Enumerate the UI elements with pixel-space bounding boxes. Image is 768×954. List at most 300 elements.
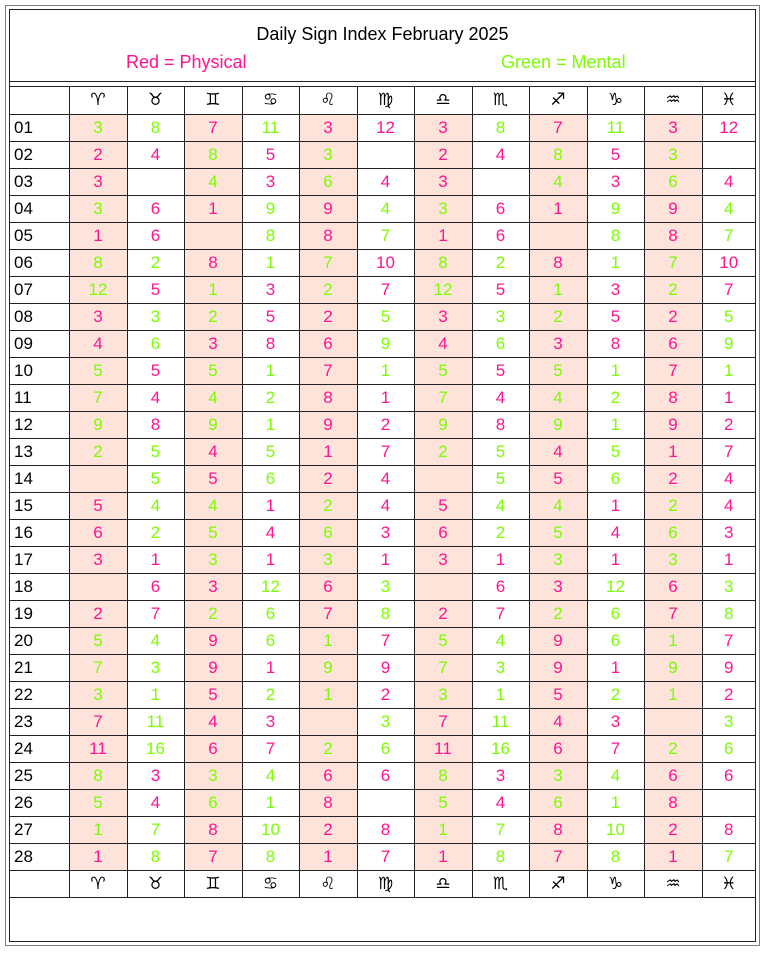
sign-header-cell: ♐ [529, 870, 587, 897]
index-cell: 6 [587, 600, 644, 627]
day-label: 14 [10, 465, 69, 492]
index-cell: 1 [242, 492, 299, 519]
index-cell: 3 [69, 168, 127, 195]
index-cell: 8 [529, 249, 587, 276]
index-cell: 3 [644, 114, 702, 141]
index-cell: 2 [702, 681, 755, 708]
day-label: 05 [10, 222, 69, 249]
index-cell: 8 [529, 816, 587, 843]
index-cell: 6 [472, 195, 529, 222]
index-cell: 4 [184, 384, 242, 411]
table-row [10, 519, 755, 546]
index-cell: 7 [472, 600, 529, 627]
index-cell: 5 [127, 357, 184, 384]
index-cell: 6 [414, 519, 472, 546]
index-cell: 3 [69, 546, 127, 573]
day-label: 03 [10, 168, 69, 195]
index-cell: 9 [357, 654, 414, 681]
index-cell: 1 [69, 222, 127, 249]
day-label: 28 [10, 843, 69, 870]
index-cell: 4 [472, 492, 529, 519]
index-cell: 3 [299, 114, 357, 141]
index-cell: 3 [242, 168, 299, 195]
index-cell: 7 [702, 222, 755, 249]
index-cell: 2 [644, 492, 702, 519]
index-cell: 6 [587, 465, 644, 492]
index-cell: 2 [472, 249, 529, 276]
index-cell: 1 [587, 492, 644, 519]
index-cell: 4 [69, 330, 127, 357]
index-cell: 1 [184, 276, 242, 303]
index-cell: 3 [644, 546, 702, 573]
index-cell: 3 [69, 303, 127, 330]
index-cell: 4 [127, 627, 184, 654]
index-cell: 2 [414, 141, 472, 168]
day-label: 11 [10, 384, 69, 411]
index-cell: 12 [587, 573, 644, 600]
table-row [10, 114, 755, 141]
sign-header-cell: ♎ [414, 870, 472, 897]
index-cell: 6 [127, 222, 184, 249]
index-cell: 6 [184, 789, 242, 816]
index-cell: 4 [529, 384, 587, 411]
index-cell: 3 [184, 573, 242, 600]
index-cell [299, 708, 357, 735]
sign-header-cell: ♍ [357, 870, 414, 897]
index-cell: 9 [242, 195, 299, 222]
index-cell: 5 [184, 519, 242, 546]
index-cell: 5 [472, 357, 529, 384]
index-cell: 7 [184, 843, 242, 870]
index-cell: 1 [299, 627, 357, 654]
day-label: 27 [10, 816, 69, 843]
index-cell: 4 [529, 492, 587, 519]
day-label: 16 [10, 519, 69, 546]
index-cell: 8 [357, 600, 414, 627]
index-cell: 3 [414, 195, 472, 222]
index-cell: 4 [184, 492, 242, 519]
index-cell: 4 [127, 141, 184, 168]
index-cell: 4 [357, 195, 414, 222]
index-cell [529, 222, 587, 249]
index-cell: 7 [357, 222, 414, 249]
sign-header-cell: ♉ [127, 87, 184, 114]
day-label: 10 [10, 357, 69, 384]
index-cell: 8 [69, 249, 127, 276]
index-cell: 4 [472, 384, 529, 411]
index-cell: 1 [587, 411, 644, 438]
index-cell: 8 [587, 330, 644, 357]
index-cell: 7 [357, 627, 414, 654]
sign-header-cell: ♈ [69, 87, 127, 114]
index-cell: 2 [299, 303, 357, 330]
index-cell: 2 [299, 276, 357, 303]
index-cell: 2 [127, 249, 184, 276]
index-cell: 8 [414, 762, 472, 789]
index-cell: 7 [414, 384, 472, 411]
index-cell: 6 [242, 465, 299, 492]
index-cell: 5 [184, 681, 242, 708]
index-cell: 5 [414, 789, 472, 816]
index-cell: 4 [184, 438, 242, 465]
index-cell: 3 [242, 276, 299, 303]
index-cell: 8 [357, 816, 414, 843]
index-cell: 10 [702, 249, 755, 276]
index-cell: 8 [587, 222, 644, 249]
index-cell: 2 [529, 303, 587, 330]
index-cell: 9 [357, 330, 414, 357]
index-cell: 1 [414, 843, 472, 870]
index-cell: 7 [702, 843, 755, 870]
index-cell: 8 [702, 600, 755, 627]
index-cell: 8 [69, 762, 127, 789]
day-label: 09 [10, 330, 69, 357]
index-cell: 5 [587, 438, 644, 465]
index-cell: 6 [127, 330, 184, 357]
index-cell: 1 [529, 276, 587, 303]
day-label: 01 [10, 114, 69, 141]
index-cell: 1 [242, 249, 299, 276]
day-label: 22 [10, 681, 69, 708]
index-cell: 12 [702, 114, 755, 141]
index-cell: 8 [242, 843, 299, 870]
index-cell: 8 [644, 384, 702, 411]
index-cell: 3 [127, 654, 184, 681]
index-cell: 5 [472, 276, 529, 303]
index-cell: 4 [587, 762, 644, 789]
index-cell: 9 [184, 654, 242, 681]
index-cell: 2 [587, 384, 644, 411]
index-cell: 1 [702, 384, 755, 411]
index-cell: 1 [127, 546, 184, 573]
table-row [10, 411, 755, 438]
day-label: 17 [10, 546, 69, 573]
index-cell: 4 [357, 465, 414, 492]
table-row [10, 465, 755, 492]
index-cell: 3 [587, 168, 644, 195]
index-cell: 8 [127, 114, 184, 141]
index-cell: 2 [299, 492, 357, 519]
day-label: 25 [10, 762, 69, 789]
index-cell: 3 [529, 762, 587, 789]
index-cell: 3 [184, 762, 242, 789]
index-cell: 2 [644, 465, 702, 492]
index-cell: 7 [357, 438, 414, 465]
index-cell: 2 [69, 141, 127, 168]
index-cell: 2 [529, 600, 587, 627]
index-cell [357, 141, 414, 168]
table-row [10, 789, 755, 816]
index-cell: 2 [414, 438, 472, 465]
index-cell: 3 [299, 141, 357, 168]
index-cell: 16 [127, 735, 184, 762]
index-cell: 4 [357, 168, 414, 195]
sign-index-table-wrapper [10, 86, 755, 941]
index-cell: 7 [127, 600, 184, 627]
sign-header-cell: ♑ [587, 870, 644, 897]
index-cell: 8 [472, 114, 529, 141]
index-cell: 2 [644, 735, 702, 762]
table-row [10, 654, 755, 681]
index-cell: 16 [472, 735, 529, 762]
index-cell: 9 [702, 654, 755, 681]
index-cell: 7 [644, 357, 702, 384]
sign-header-cell: ♓ [702, 870, 755, 897]
index-cell: 3 [472, 654, 529, 681]
index-cell: 7 [69, 384, 127, 411]
index-cell: 8 [472, 411, 529, 438]
index-cell: 2 [644, 276, 702, 303]
index-cell: 1 [702, 357, 755, 384]
table-row [10, 816, 755, 843]
sign-header-cell: ♐ [529, 87, 587, 114]
sign-index-panel [9, 9, 756, 942]
sign-index-table [10, 87, 755, 898]
index-cell: 7 [414, 654, 472, 681]
index-cell: 6 [702, 735, 755, 762]
index-cell: 9 [529, 627, 587, 654]
index-cell: 7 [299, 600, 357, 627]
index-cell: 9 [299, 195, 357, 222]
index-cell: 1 [69, 816, 127, 843]
table-row [10, 222, 755, 249]
index-cell: 8 [184, 816, 242, 843]
index-cell: 8 [242, 330, 299, 357]
index-cell: 2 [644, 816, 702, 843]
index-cell: 6 [472, 573, 529, 600]
table-row [10, 573, 755, 600]
header [10, 10, 755, 82]
index-cell: 8 [127, 411, 184, 438]
index-cell: 12 [242, 573, 299, 600]
index-cell: 3 [702, 573, 755, 600]
index-cell: 10 [242, 816, 299, 843]
table-row [10, 546, 755, 573]
index-cell: 7 [529, 114, 587, 141]
index-cell: 5 [127, 276, 184, 303]
index-cell: 9 [414, 411, 472, 438]
index-cell: 5 [69, 492, 127, 519]
day-label: 15 [10, 492, 69, 519]
index-cell: 9 [299, 411, 357, 438]
sign-header-cell: ♎ [414, 87, 472, 114]
index-cell: 1 [242, 789, 299, 816]
index-cell: 3 [644, 141, 702, 168]
index-cell: 8 [529, 141, 587, 168]
index-cell: 12 [414, 276, 472, 303]
sign-header-row [10, 87, 755, 114]
table-row [10, 843, 755, 870]
sign-header-cell: ♊ [184, 870, 242, 897]
index-cell [472, 168, 529, 195]
index-cell: 2 [299, 465, 357, 492]
index-cell: 5 [127, 465, 184, 492]
index-cell: 4 [472, 627, 529, 654]
index-cell: 4 [702, 492, 755, 519]
index-cell: 5 [69, 789, 127, 816]
index-cell: 6 [702, 762, 755, 789]
index-cell: 1 [587, 654, 644, 681]
day-label: 13 [10, 438, 69, 465]
index-cell: 6 [644, 330, 702, 357]
index-cell: 1 [357, 384, 414, 411]
index-cell: 4 [242, 762, 299, 789]
index-cell: 5 [69, 627, 127, 654]
index-cell: 6 [299, 330, 357, 357]
corner-cell [10, 87, 69, 114]
index-cell: 5 [529, 681, 587, 708]
table-row [10, 492, 755, 519]
index-cell: 3 [242, 708, 299, 735]
index-cell: 6 [529, 735, 587, 762]
table-row [10, 249, 755, 276]
index-cell: 4 [529, 438, 587, 465]
index-cell: 3 [472, 762, 529, 789]
index-cell: 3 [127, 762, 184, 789]
index-cell: 7 [702, 627, 755, 654]
index-cell: 8 [472, 843, 529, 870]
index-cell: 6 [69, 519, 127, 546]
index-cell: 6 [472, 222, 529, 249]
index-cell: 6 [127, 573, 184, 600]
index-cell: 3 [587, 276, 644, 303]
index-cell: 3 [414, 681, 472, 708]
index-cell: 3 [414, 303, 472, 330]
index-cell: 5 [69, 357, 127, 384]
table-row [10, 735, 755, 762]
index-cell: 6 [299, 573, 357, 600]
day-label: 12 [10, 411, 69, 438]
index-cell: 2 [587, 681, 644, 708]
index-cell: 7 [184, 114, 242, 141]
index-cell: 5 [184, 357, 242, 384]
index-cell: 5 [587, 303, 644, 330]
index-cell [414, 465, 472, 492]
index-cell: 7 [414, 708, 472, 735]
index-cell: 8 [587, 843, 644, 870]
index-cell: 8 [644, 789, 702, 816]
index-cell: 2 [127, 519, 184, 546]
index-cell: 1 [69, 843, 127, 870]
index-cell: 5 [414, 357, 472, 384]
page-frame [5, 5, 760, 946]
index-cell: 7 [587, 735, 644, 762]
index-cell: 5 [587, 141, 644, 168]
index-cell: 5 [414, 492, 472, 519]
index-cell: 7 [702, 276, 755, 303]
index-cell: 5 [529, 519, 587, 546]
index-cell: 1 [587, 789, 644, 816]
table-row [10, 708, 755, 735]
index-cell: 2 [357, 411, 414, 438]
index-cell: 11 [242, 114, 299, 141]
table-row [10, 627, 755, 654]
sign-footer-row [10, 870, 755, 897]
index-cell: 5 [414, 627, 472, 654]
sign-header-cell: ♏ [472, 87, 529, 114]
index-cell: 3 [702, 708, 755, 735]
index-cell: 7 [357, 276, 414, 303]
index-cell: 1 [644, 627, 702, 654]
index-cell: 3 [587, 708, 644, 735]
day-label: 02 [10, 141, 69, 168]
index-cell: 2 [702, 411, 755, 438]
index-cell: 7 [299, 357, 357, 384]
sign-header-cell: ♑ [587, 87, 644, 114]
table-row [10, 141, 755, 168]
index-cell: 1 [529, 195, 587, 222]
index-cell: 1 [587, 249, 644, 276]
index-cell: 6 [357, 762, 414, 789]
index-cell: 1 [414, 222, 472, 249]
index-cell: 7 [472, 816, 529, 843]
sign-header-cell: ♍ [357, 87, 414, 114]
day-label: 24 [10, 735, 69, 762]
index-cell: 11 [127, 708, 184, 735]
table-row [10, 600, 755, 627]
index-cell: 8 [242, 222, 299, 249]
index-cell: 2 [357, 681, 414, 708]
index-cell: 3 [184, 546, 242, 573]
index-cell: 3 [702, 519, 755, 546]
index-cell: 4 [127, 384, 184, 411]
index-cell: 1 [587, 546, 644, 573]
index-cell: 4 [587, 519, 644, 546]
sign-header-cell: ♉ [127, 870, 184, 897]
index-cell: 5 [184, 465, 242, 492]
index-cell: 5 [472, 465, 529, 492]
day-label: 04 [10, 195, 69, 222]
index-cell: 5 [127, 438, 184, 465]
index-cell: 4 [702, 465, 755, 492]
index-cell: 2 [414, 600, 472, 627]
index-cell: 9 [587, 195, 644, 222]
day-label: 19 [10, 600, 69, 627]
index-cell: 2 [472, 519, 529, 546]
index-cell: 6 [299, 519, 357, 546]
index-cell: 1 [242, 411, 299, 438]
table-row [10, 357, 755, 384]
legend-physical: Red = Physical [126, 52, 247, 72]
index-cell: 8 [299, 789, 357, 816]
index-cell [644, 708, 702, 735]
index-cell: 2 [69, 600, 127, 627]
index-cell: 1 [242, 654, 299, 681]
index-cell: 8 [414, 249, 472, 276]
index-cell: 1 [644, 843, 702, 870]
table-row [10, 330, 755, 357]
table-row [10, 303, 755, 330]
index-cell: 5 [242, 438, 299, 465]
index-cell: 7 [644, 600, 702, 627]
sign-header-cell: ♌ [299, 87, 357, 114]
index-cell: 4 [702, 195, 755, 222]
index-cell: 3 [357, 519, 414, 546]
sign-header-cell: ♌ [299, 870, 357, 897]
index-cell: 2 [299, 816, 357, 843]
index-cell: 2 [242, 681, 299, 708]
index-cell: 5 [702, 303, 755, 330]
index-cell: 1 [242, 546, 299, 573]
index-cell: 4 [184, 168, 242, 195]
index-cell: 6 [357, 735, 414, 762]
index-cell: 1 [299, 681, 357, 708]
index-cell: 7 [529, 843, 587, 870]
index-cell: 3 [299, 546, 357, 573]
index-cell: 9 [69, 411, 127, 438]
index-cell: 6 [127, 195, 184, 222]
index-cell: 7 [127, 816, 184, 843]
